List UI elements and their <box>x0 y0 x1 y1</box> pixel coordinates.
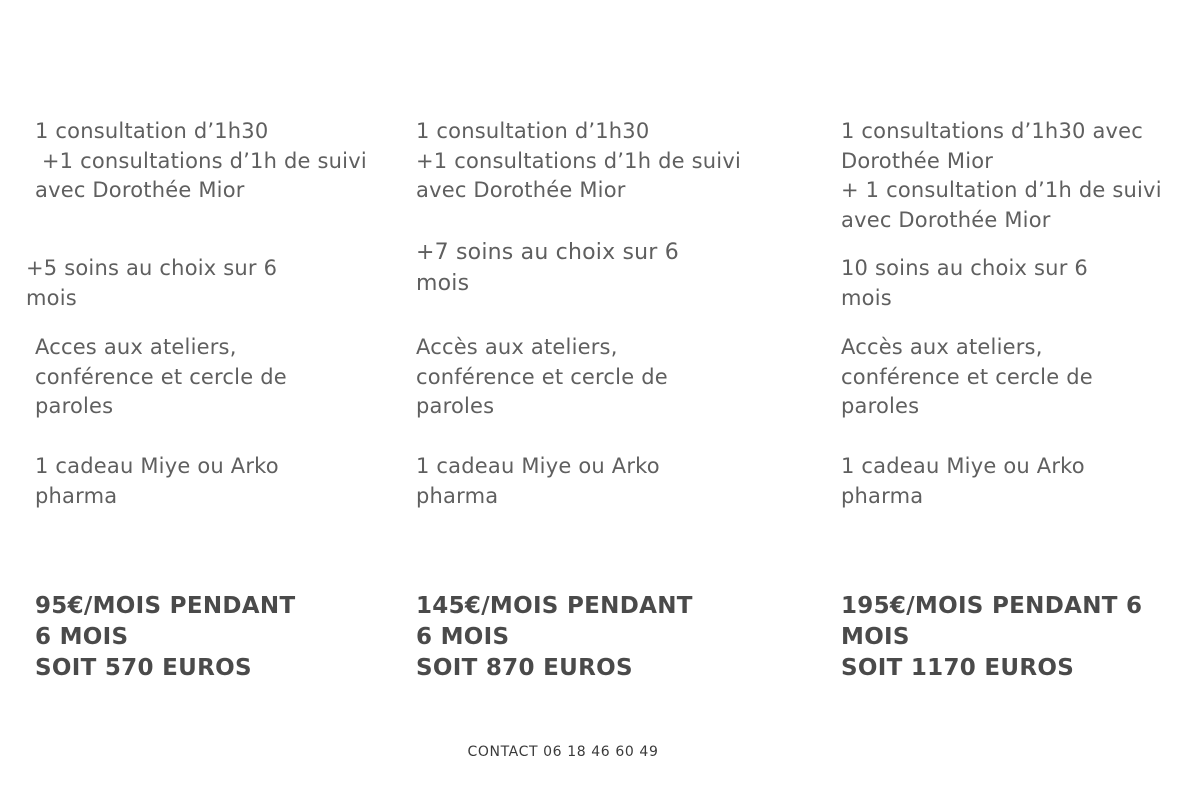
plan-3-acces: Accès aux ateliers, conférence et cercle de paroles <box>841 335 1093 418</box>
plan-1-soins: +5 soins au choix sur 6 mois <box>26 256 278 310</box>
plan-3-price: 195€/MOIS PENDANT 6 MOIS SOIT 1170 EUROS <box>841 593 1143 681</box>
plan-1-acces: Acces aux ateliers, conférence et cercle de paroles <box>35 335 287 418</box>
plan-3-soins: 10 soins au choix sur 6 mois <box>841 256 1088 310</box>
plan-2-cadeau: 1 cadeau Miye ou Arko pharma <box>416 454 660 508</box>
plan-3-consultation: 1 consultations d’1h30 avec Dorothée Mior + 1 consultation d’1h de suivi avec Dorothée Mior <box>841 119 1162 232</box>
plan-2-acces: Accès aux ateliers, conférence et cercle de paroles <box>416 335 668 418</box>
plan-1-consultation: 1 consultation d’1h30 +1 consultations d’1h de suivi avec Dorothée Mior <box>35 119 367 202</box>
contact-phone: CONTACT 06 18 46 60 49 <box>467 744 659 760</box>
plan-2-consultation: 1 consultation d’1h30 +1 consultations d’1h de suivi avec Dorothée Mior <box>416 119 741 202</box>
plan-2-soins: +7 soins au choix sur 6 mois <box>416 240 679 296</box>
plan-1-cadeau: 1 cadeau Miye ou Arko pharma <box>35 454 279 508</box>
plan-1-price: 95€/MOIS PENDANT 6 MOIS SOIT 570 EUROS <box>35 593 296 681</box>
plan-3-cadeau: 1 cadeau Miye ou Arko pharma <box>841 454 1085 508</box>
plan-2-price: 145€/MOIS PENDANT 6 MOIS SOIT 870 EUROS <box>416 593 693 681</box>
